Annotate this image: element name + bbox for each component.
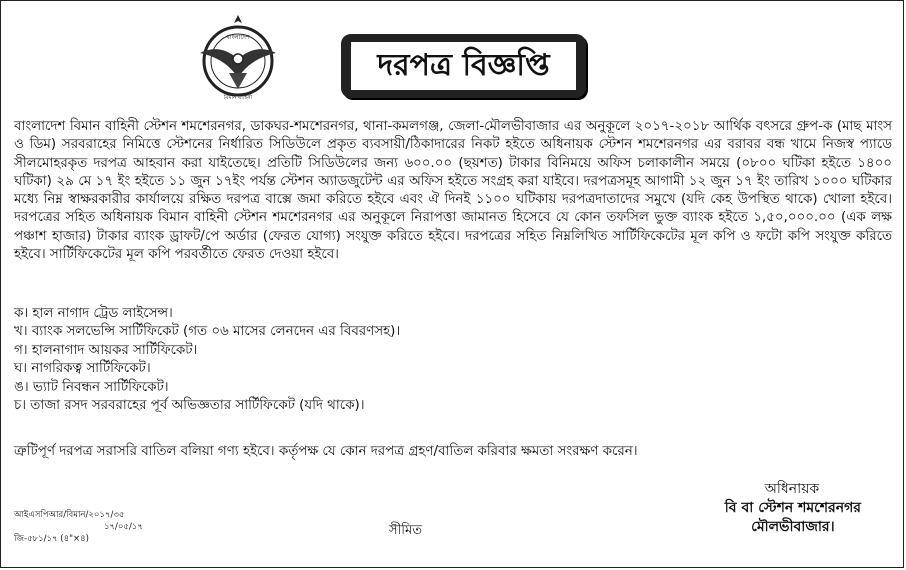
reference-number: আইএসপিআর/বিমান/২০১৭/৩৫ bbox=[14, 510, 125, 520]
page-title: দরপত্র বিজ্ঞপ্তি bbox=[349, 40, 578, 92]
emblem-text-top: বাংলাদেশ bbox=[226, 34, 250, 41]
signatory-org: বি বা স্টেশন শমশেরনগর bbox=[724, 500, 861, 516]
tender-paragraph: বাংলাদেশ বিমান বাহিনী স্টেশন শমশেরনগর, ডাকঘর-শমশেরনগর, থানা-কমলগঞ্জ, জেলা-মৌলভীবাজার এর অনুকূলে ২০১৭-২০১৮ আর্থিক বৎসরে গ্রুপ-ক (মাছ মাংস ও ডিম) সরবরাহের নিমিত্তে স্টেশনের নির্ধারিত সিডিউলে প্রকৃত ব্যবসায়ী/ঠিকাদারের নিকট হইতে অধিনায়ক স্টেশন শমশেরনগর এর বরাবর বন্ধ খামে নিজস্ব প্যাডে সীলমোহরকৃত দরপত্র আহবান করা যাইতেছে। প্রতিটি সিডিউলের জন্য ৬০০.০০ (ছয়শত) টাকার বিনিময়ে অফিস চলাকালীন সময়ে (০৮০০ ঘটিকা হইতে ১৪০০ ঘটিকা) ২৯ মে ১৭ ইং হইতে ১১ জুন ১৭ইং পর্যন্ত স্টেশন অ্যাডজুটেন্ট এর অফিস হইতে সংগ্রহ করা যাইবে। দরপত্রসমূহ আগামী ১২ জুন ১৭ ইং তারিখ ১০০০ ঘটিকার মধ্যে নিম্ন স্বাক্ষরকারীর কার্যালয়ে রক্ষিত দরপত্র বাক্সে জমা করিতে হইবে এবং ঐ দিনই ১১০০ ঘটিকায় দরপত্রদাতাদের সমুখে (যদি কেহ উপস্থিত থাকে) খোলা হইবে। দরপত্রের সহিত অধিনায়ক বিমান বাহিনী স্টেশন শমশেরনগর এর অনুকূলে নিরাপত্তা জামানত হিসেবে যে কোন তফসিল ভুক্ত ব্যাংক হইতে ১,৫০,০০০.০০ (এক লক্ষ পঞ্চাশ হাজার) টাকার ব্যাংক ড্রাফট/পে অর্ডার (ফেরত যোগ্য) সংযুক্ত করিতে হইবে। দরপত্রের সহিত নিম্নলিখিত সার্টিফিকেটের মূল কপি ও ফটো কপি সংযুক্ত করিতে হইবে। সার্টিফিকেটের মূল কপি পরবর্তীতে ফেরত দেওয়া হইবে। bbox=[14, 119, 892, 263]
title-banner bbox=[341, 34, 586, 98]
emblem-text-bottom: বিমান বাহিনী bbox=[223, 95, 253, 101]
ad-code: জি-৫৮১/১৭ (৪"×৪) bbox=[14, 534, 89, 544]
list-item: চ। তাজা রসদ সরবরাহের পূর্ব অভিজ্ঞতার সার্টিফিকেট (যদি থাকে)। bbox=[14, 398, 365, 414]
signature-block bbox=[725, 480, 861, 537]
limited-label: সীমিত bbox=[389, 523, 422, 538]
air-force-emblem-icon bbox=[195, 13, 281, 111]
reference-date: ১৭/০৫/১৭ bbox=[104, 522, 143, 532]
list-item: ঘ। নাগরিকত্ব সার্টিফিকেট। bbox=[14, 361, 151, 377]
list-item: খ। ব্যাংক সলভেন্সি সার্টিফিকেট (গত ০৬ মাসের লেনদেন এর বিবরণসহ)। bbox=[14, 324, 401, 340]
signatory-role: অধিনায়ক bbox=[764, 481, 820, 497]
signatory-place: মৌলভীবাজার। bbox=[751, 519, 835, 535]
disclaimer-note: ত্রুটিপূর্ণ দরপত্র সরাসরি বাতিল বলিয়া গণ্য হইবে। কর্তৃপক্ষ যে কোন দরপত্র গ্রহণ/বাতিল করিবার ক্ষমতা সংরক্ষণ করেন। bbox=[14, 444, 638, 459]
reference-block bbox=[14, 509, 143, 545]
required-documents-list bbox=[14, 305, 400, 415]
list-item: ক। হাল নাগাদ ট্রেড লাইসেন্স। bbox=[14, 306, 173, 321]
list-item: গ। হালনাগাদ আয়কর সার্টিফিকেট। bbox=[14, 342, 198, 358]
list-item: ঙ। ভ্যাট নিবন্ধন সার্টিফিকেট। bbox=[14, 379, 169, 395]
